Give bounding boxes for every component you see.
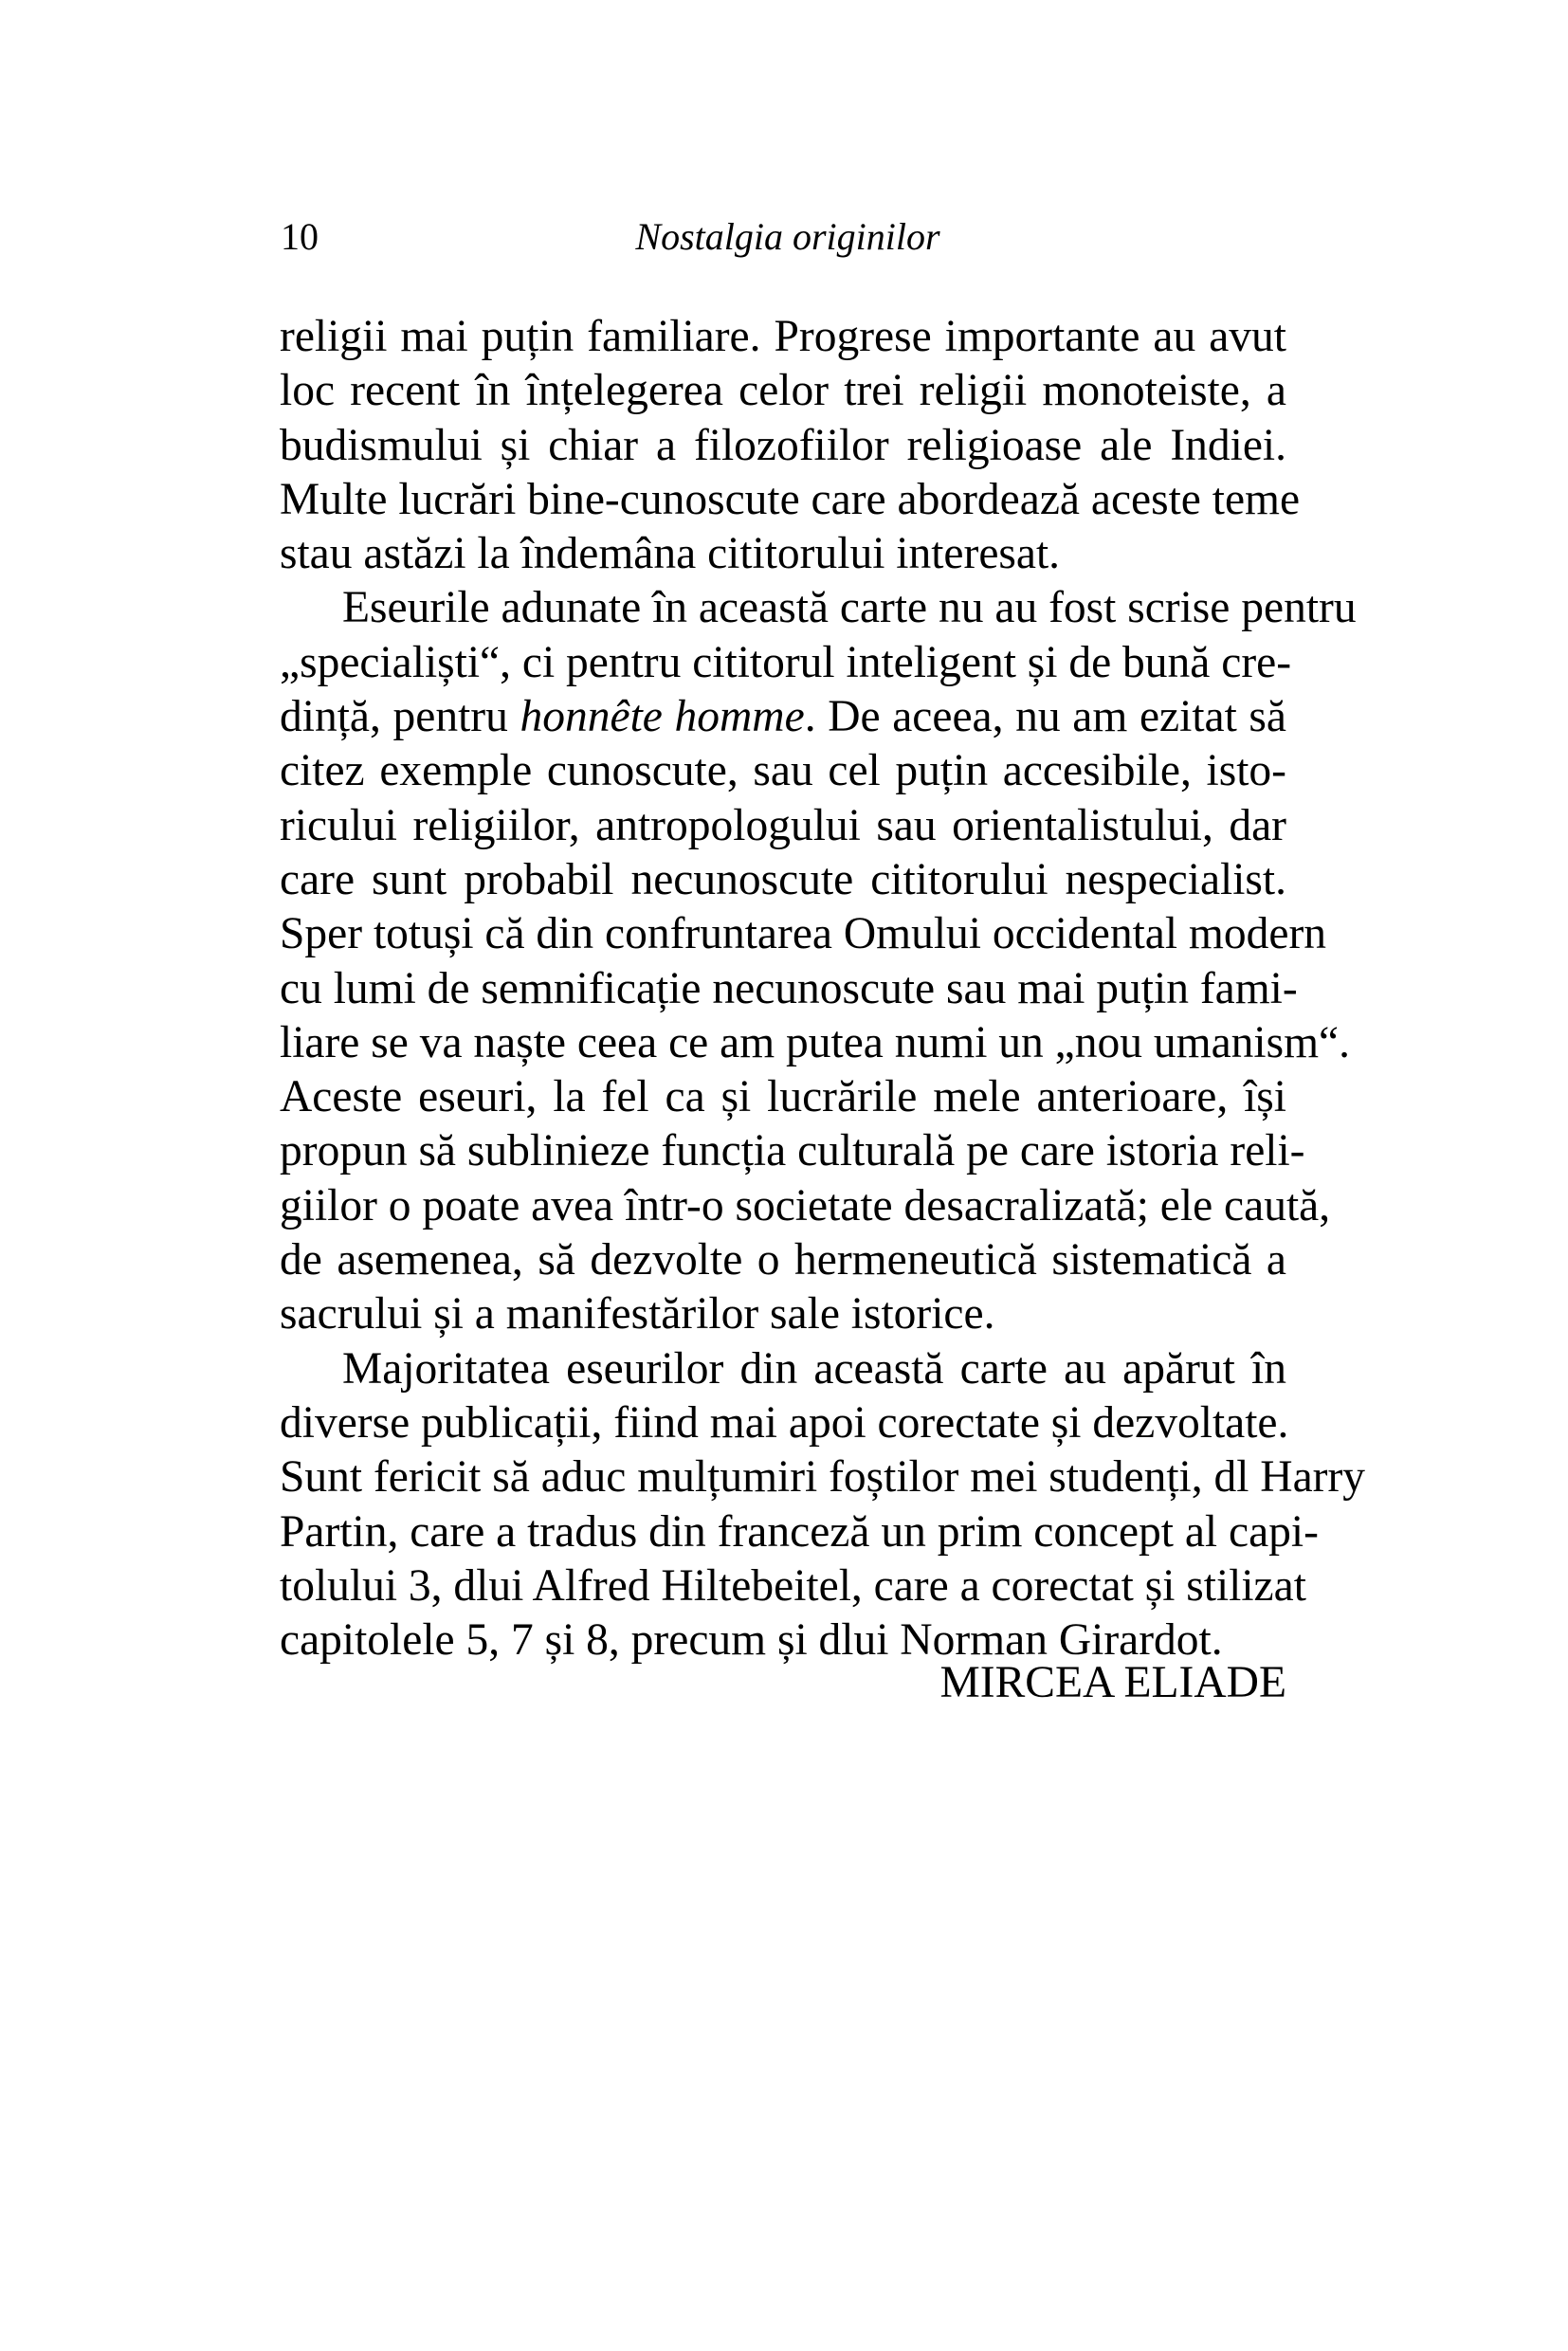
text-segment: . De aceea, nu am ezitat să xyxy=(804,692,1286,742)
text-line: Majoritatea eseurilor din această carte au apărut în xyxy=(342,1343,1286,1394)
text-line: giilor o poate avea într-o societate desacralizată; ele caută, xyxy=(280,1180,1331,1230)
running-title: Nostalgia originilor xyxy=(635,215,940,258)
body-text xyxy=(280,310,1366,1668)
author-signature: MIRCEA ELIADE xyxy=(939,1658,1286,1707)
text-line: Sunt fericit să aduc mulțumiri foștilor mei studenți, dl Harry xyxy=(280,1452,1366,1503)
text-line: loc recent în înțelegerea celor trei religii monoteiste, a xyxy=(280,366,1286,416)
text-line: sacrului și a manifestărilor sale istorice. xyxy=(280,1289,995,1340)
text-line: stau astăzi la îndemâna cititorului interesat. xyxy=(280,529,1061,579)
text-line: ricului religiilor, antropologului sau orientalistului, dar xyxy=(280,800,1286,850)
text-line: care sunt probabil necunoscute cititorului nespecialist. xyxy=(280,854,1286,904)
text-segment: dință, pentru xyxy=(280,692,508,742)
text-line: Partin, care a tradus din franceză un prim concept al capi- xyxy=(280,1506,1319,1557)
text-line: budismului și chiar a filozofiilor religioase ale Indiei. xyxy=(280,420,1286,470)
text-line: cu lumi de semnificație necunoscute sau mai puțin fami- xyxy=(280,963,1298,1013)
italic-phrase: honnête homme xyxy=(520,692,805,742)
text-line: de asemenea, să dezvolte o hermeneutică sistematică a xyxy=(280,1235,1286,1285)
text-line: tolului 3, dlui Alfred Hiltebeitel, care a corectat și stilizat xyxy=(280,1560,1306,1611)
text-line: diverse publicații, fiind mai apoi corectate și dezvoltate. xyxy=(280,1397,1289,1448)
text-line-mixed xyxy=(280,690,1286,744)
page-number: 10 xyxy=(281,215,319,258)
text-line: capitolele 5, 7 și 8, precum și dlui Norman Girardot. xyxy=(280,1615,1223,1666)
text-line: Eseurile adunate în această carte nu au fost scrise pentru xyxy=(342,583,1357,633)
text-line: „specialiști“, ci pentru cititorul inteligent și de bună cre- xyxy=(280,637,1292,687)
text-line: citez exemple cunoscute, sau cel puțin accesibile, isto- xyxy=(280,746,1286,796)
page-header xyxy=(281,210,1285,264)
text-line: Aceste eseuri, la fel ca și lucrările mele anterioare, își xyxy=(280,1072,1286,1122)
text-line: Sper totuși că din confruntarea Omului occidental modern xyxy=(280,909,1327,959)
text-line: liare se va naște ceea ce am putea numi un „nou umanism“. xyxy=(280,1017,1350,1067)
text-line: propun să sublinieze funcția culturală pe care istoria reli- xyxy=(280,1126,1305,1176)
text-line: Multe lucrări bine-cunoscute care abordează aceste teme xyxy=(280,474,1301,524)
text-line: religii mai puțin familiare. Progrese importante au avut xyxy=(280,312,1286,361)
